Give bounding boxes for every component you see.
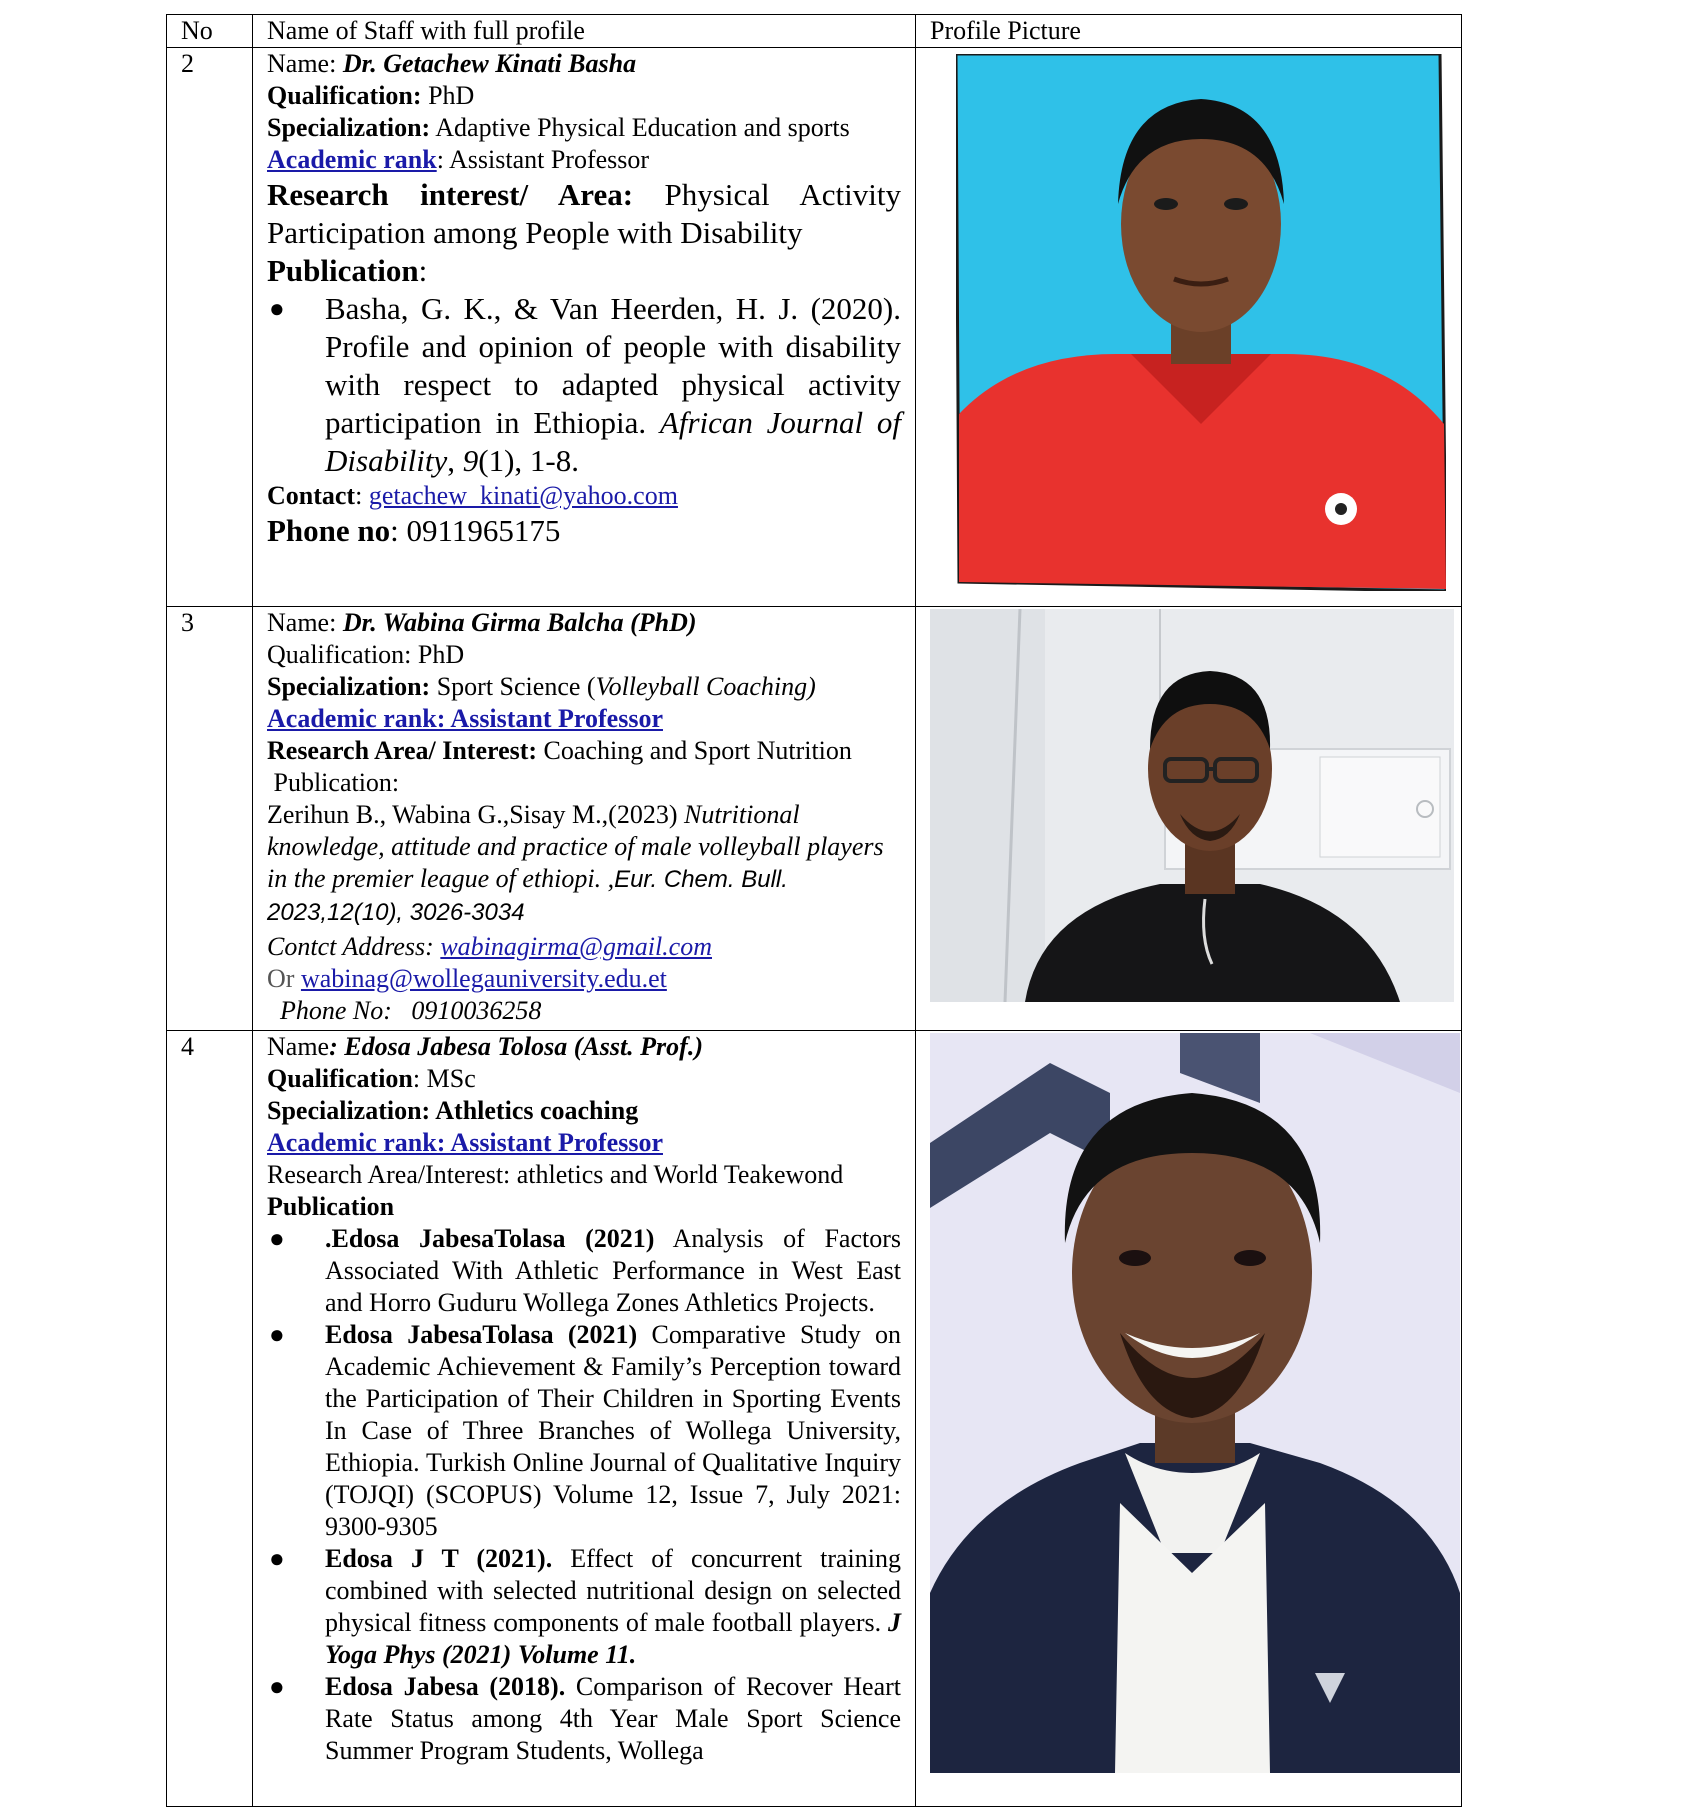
- bullet-icon: ●: [269, 1224, 285, 1253]
- header-picture: Profile Picture: [916, 15, 1462, 48]
- rank-line: [267, 1127, 901, 1159]
- staff-profile: [253, 1031, 916, 1807]
- staff-profile: [253, 607, 916, 1031]
- contact-line: Contact: getachew_kinati@yahoo.com: [267, 481, 678, 510]
- rank-line: Academic rank: Assistant Professor: [267, 145, 650, 174]
- staff-name-line: Name: Edosa Jabesa Tolosa (Asst. Prof.): [267, 1032, 703, 1061]
- publication-list: [267, 1223, 901, 1767]
- portrait-photo-icon: [956, 54, 1446, 591]
- specialization-line: Specialization: Athletics coaching: [267, 1096, 639, 1125]
- alt-contact-line: Or wabinag@wollegauniversity.edu.et: [267, 964, 667, 993]
- research-line: Research Area/ Interest: Coaching and Sport Nutrition: [267, 736, 852, 765]
- bullet-icon: ●: [269, 1544, 285, 1573]
- academic-rank-link[interactable]: Academic rank: Assistant Professor: [267, 704, 663, 733]
- email-link[interactable]: getachew_kinati@yahoo.com: [368, 481, 678, 510]
- publication-entry: Zerihun B., Wabina G.,Sisay M.,(2023) Nutritional knowledge, attitude and practice of male volleyball players in the premier league of ethiopi. ,Eur. Chem. Bull. 2023,12(10), 3026-3034: [267, 800, 884, 926]
- portrait-photo-icon: [930, 609, 1454, 1002]
- staff-name: Dr. Wabina Girma Balcha (PhD): [342, 608, 697, 637]
- publication-item: ● Basha, G. K., & Van Heerden, H. J. (2020). Profile and opinion of people with disability with respect to adapted physical activity participation in Ethiopia. African Journal of Disability, 9(1), 1-8.: [269, 291, 901, 478]
- publication-heading: Publication:: [267, 768, 400, 797]
- publication-heading: Publication: [267, 1192, 395, 1221]
- email-link-alt[interactable]: wabinag@wollegauniversity.edu.et: [300, 964, 667, 993]
- staff-name: : Edosa Jabesa Tolosa (Asst. Prof.): [329, 1032, 703, 1061]
- table-header-row: [167, 15, 1462, 48]
- header-name: Name of Staff with full profile: [253, 15, 916, 48]
- staff-name-line: Name: Dr. Wabina Girma Balcha (PhD): [267, 608, 697, 637]
- profile-picture-cell: [916, 607, 1462, 1031]
- publication-item: ● .Edosa JabesaTolasa (2021) Analysis of Factors Associated With Athletic Performance in West East and Horro Guduru Wollega Zones Athletics Projects.: [269, 1224, 902, 1317]
- phone-line: Phone no: 0911965175: [267, 513, 561, 548]
- publication-item: ● Edosa Jabesa (2018). Comparison of Recover Heart Rate Status among 4th Year Male Sport Science Summer Program Students, Wollega: [269, 1672, 902, 1765]
- rank-line: [267, 703, 901, 735]
- qualification-line: Qualification: PhD: [267, 640, 465, 669]
- specialization-line: Specialization: Sport Science (Volleyball Coaching): [267, 672, 816, 701]
- publication-heading: Publication:: [267, 253, 428, 288]
- row-number: 4: [167, 1031, 253, 1807]
- academic-rank-link[interactable]: Academic rank: Assistant Professor: [267, 1128, 663, 1157]
- bullet-icon: ●: [269, 1672, 285, 1701]
- academic-rank-link[interactable]: Academic rank: [267, 145, 437, 174]
- email-link[interactable]: wabinagirma@gmail.com: [440, 932, 712, 961]
- research-line: Research Area/Interest: athletics and World Teakewond: [267, 1160, 844, 1189]
- staff-name-line: Name: Dr. Getachew Kinati Basha: [267, 49, 637, 78]
- portrait-photo-icon: [930, 1033, 1460, 1773]
- staff-profile: [253, 48, 916, 607]
- publication-item: ● Edosa JabesaTolasa (2021) Comparative Study on Academic Achievement & Family’s Perception toward the Participation of Their Children in Sporting Events In Case of Three Branches of Wollega University, Ethiopia. Turkish Online Journal of Qualitative Inquiry (TOJQI) (SCOPUS) Volume 12, Issue 7, July 2021: 9300-9305: [269, 1320, 901, 1541]
- publication-item: ● Edosa J T (2021). Effect of concurrent training combined with selected nutritional design on selected physical fitness components of male football players. J Yoga Phys (2021) Volume 11.: [269, 1544, 901, 1669]
- staff-profile-table: [166, 14, 1462, 1807]
- bullet-icon: ●: [269, 294, 285, 323]
- table-row: [167, 1031, 1462, 1807]
- row-number: 2: [167, 48, 253, 607]
- research-line: Research interest/ Area: Physical Activity Participation among People with Disability: [267, 177, 901, 250]
- table-row: [167, 607, 1462, 1031]
- profile-picture-cell: [916, 48, 1462, 607]
- staff-name: Dr. Getachew Kinati Basha: [342, 49, 637, 78]
- phone-line: Phone No: 0910036258: [267, 996, 542, 1025]
- table-row: [167, 48, 1462, 607]
- header-no: No: [167, 15, 253, 48]
- bullet-icon: ●: [269, 1320, 285, 1349]
- specialization-line: Specialization: Adaptive Physical Education and sports: [267, 113, 850, 142]
- publication-list: [267, 290, 901, 480]
- qualification-line: Qualification: MSc: [267, 1064, 476, 1093]
- contact-line: Contct Address: wabinagirma@gmail.com: [267, 932, 712, 961]
- row-number: 3: [167, 607, 253, 1031]
- qualification-line: Qualification: PhD: [267, 81, 475, 110]
- profile-picture-cell: [916, 1031, 1462, 1807]
